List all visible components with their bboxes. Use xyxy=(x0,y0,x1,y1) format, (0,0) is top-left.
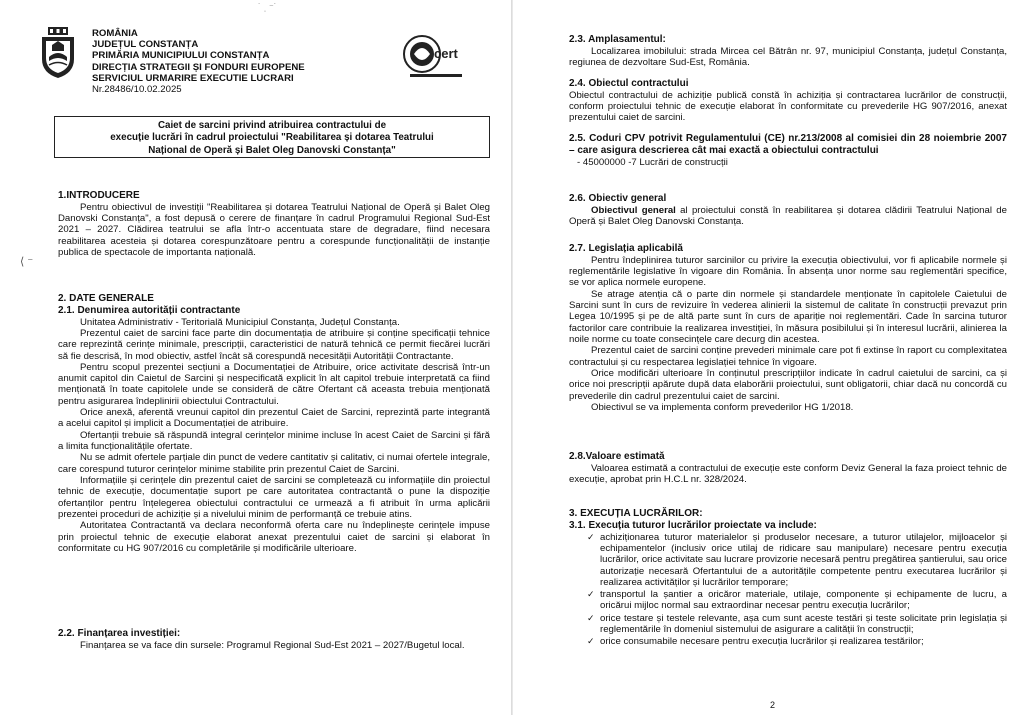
title-line: execuție lucrări în cadrul proiectului "Reabilitarea și dotarea Teatrului xyxy=(110,132,434,144)
subsection-heading: 2.2. Finanțarea investiției: xyxy=(58,628,181,639)
paragraph: Pentru obiectivul de investiții "Reabilitarea și dotarea Teatrului Național de Operă și Balet Oleg Danovski Constanța", a fost depusă o cerere de finanțare în cadrul Programului Regional Sud-Est 2021 – 2027. Clădirea teatrului se afla într-o accentuata stare de degradare, fiind necesara reabilitarea acesteia și dotarea corespunzătoare pentru a corespunde funcționalității de instanție publica de spectacole de importanta națională. xyxy=(58,201,490,259)
paragraph: Prezentul caiet de sarcini conține prevederi minimale care pot fi extinse în raport cu complexitatea contractului și cu respectarea legislației tehnice în vigoare. xyxy=(569,345,1007,368)
section-heading: 1.INTRODUCERE xyxy=(58,190,140,201)
subsection-heading: 2.1. Denumirea autorității contractante xyxy=(58,304,241,316)
paragraph: Informațiile și cerințele din prezentul caiet de sarcini se completează cu informațiile din proiectul tehnic de execuție, documentație suport pe care autoritatea contractantă o pune la dispoziție ofertanților pentru înțelegerea obiectului contractului ce urmează a fi atribuit în urma aplicării prezentei proceduri de achiziție și a nivelului minim de performanță ce trebuie atins. xyxy=(58,474,490,520)
section-introduction xyxy=(58,190,490,258)
objective-text: al proiectului constă în reabilitarea și dotarea clădirii Teatrului Național de Operă și Balet Oleg Danovski Constanța. xyxy=(569,204,1007,228)
header-line: JUDEȚUL CONSTANȚA xyxy=(92,39,199,51)
section-heading: 3. EXECUȚIA LUCRĂRILOR: xyxy=(569,508,703,519)
paragraph: Autoritatea Contractantă va declara neconformă oferta care nu îndeplinește cerințele impuse prin proiectul tehnic de execuție elaborat anexat prezentului caiet de sarcini și elaborat în conformitate cu HG 907/2016 cu completările și modificările ulterioare. xyxy=(58,520,490,554)
section-contract-object xyxy=(569,78,1007,124)
paragraph: Finanțarea se va face din sursele: Programul Regional Sud-Est 2021 – 2027/Bugetul local. xyxy=(80,639,465,651)
list-item xyxy=(587,589,1007,612)
header-line: DIRECȚIA STRATEGII ȘI FONDURI EUROPENE xyxy=(92,61,305,73)
section-works-execution xyxy=(569,508,1007,649)
check-icon: ✓ xyxy=(587,531,595,542)
paragraph: Orice modificări ulterioare în conținutul prescripțiilor indicate în cadrul caietului de sarcini, ca și orice noi prescripții apărute după data elaborării proiectului, sunt obligatorii, chiar dacă nu concordă cu prevederile din cadrul prezentului caiet de sarcini. xyxy=(569,367,1007,402)
check-icon: ✓ xyxy=(587,636,595,647)
list-item xyxy=(587,613,1007,636)
header-line: SERVICIUL URMARIRE EXECUTIE LUCRARI xyxy=(92,72,294,84)
header-line: ROMÂNIA xyxy=(92,28,138,39)
scan-scribble: ˙ ˌ ⁻˙ xyxy=(258,2,277,12)
list-item xyxy=(587,532,1007,589)
institution-header xyxy=(92,28,305,95)
right-page xyxy=(512,0,1024,715)
scan-margin-mark: ⟨ ⁻ xyxy=(20,256,34,268)
subsection-heading: 2.4. Obiectul contractului xyxy=(569,78,689,89)
subsection-heading: 2.7. Legislația aplicabilă xyxy=(569,243,683,254)
list-item-text: orice consumabile necesare pentru execuția lucrărilor și realizarea testărilor; xyxy=(600,636,924,648)
document-title-box xyxy=(54,116,490,158)
subsection-heading: 2.3. Amplasamentul: xyxy=(569,34,666,45)
paragraph: Localizarea imobilului: strada Mircea cel Bătrân nr. 97, municipiul Constanța, județul Constanța, regiunea de dezvoltare Sud-Est, România. xyxy=(569,45,1007,69)
check-icon: ✓ xyxy=(587,612,595,623)
section-estimated-value xyxy=(569,451,1007,485)
paragraph: Obiectul contractului de achiziție publică constă în achiziția și contractarea lucrărilor de construcții, conform proiectului tehnic de execuție elaborat în conformitate cu prevederile HG 907/2016, anexat prezentului caiet de sarcini. xyxy=(569,89,1007,124)
paragraph: Se atrage atenția că o parte din normele și standardele menționate în capitolele Caietului de Sarcini sunt în curs de revizuire în vederea alinierii la sistemul de calitate în construcții prevazut prin Legea 10/1995 și pe de altă parte sunt în curs de apariție noi reglementări. Cade în sarcina tuturor factorilor care contribuie la realizarea investiției, în măsura posibilului și în interesul lucrării, alinierea la noile norme cu toate consecințele care decurg din acestea. xyxy=(569,288,1007,345)
paragraph: Nu se admit ofertele parțiale din punct de vedere cantitativ și calitativ, ci numai ofertele integrale, care corespund tuturor cerințelor minime stabilite prin prezentul Caiet de Sarcini. xyxy=(58,452,490,475)
section-heading: 2. DATE GENERALE xyxy=(58,293,154,304)
section-location xyxy=(569,34,1007,68)
section-cpv-codes xyxy=(569,133,1007,168)
paragraph: Obiectivul se va implementa conform prevederilor HG 1/2018. xyxy=(591,401,854,413)
section-financing xyxy=(58,628,490,651)
paragraph: Unitatea Administrativ - Teritorială Municipiul Constanța, Județul Constanța. xyxy=(80,316,400,328)
title-line: Caiet de sarcini privind atribuirea contractului de xyxy=(157,120,387,131)
subsection-heading: 3.1. Execuția tuturor lucrărilor proiectate va include: xyxy=(569,519,817,531)
paragraph xyxy=(569,205,1007,228)
section-general-objective xyxy=(569,193,1007,227)
section-general-data xyxy=(58,293,490,554)
paragraph: Prezentul caiet de sarcini face parte din documentația de atribuire și conține specificații tehnice care reprezintă cerințe minimale, prescripții, caracteristici de natură tehnică ce permit fiecărei lucrări să fie descrisă, în mod obiectiv, astfel încât să corespundă necesității Autorității Contractante. xyxy=(58,327,490,362)
list-item-text: transportul la șantier a oricăror materiale, utilaje, componente și echipamente de lucru, a oricărui mijloc normal sau extraordinar necesar pentru execuția lucrărilor; xyxy=(600,589,1007,612)
subsection-heading: 2.5. Coduri CPV potrivit Regulamentului (CE) nr.213/2008 al comisiei din 28 noiembrie 2007 – care asigura descrierea cât mai exactă a obiectului contractului xyxy=(569,133,1007,156)
paragraph: Pentru îndeplinirea tuturor sarcinilor cu privire la execuția obiectivului, vor fi aplicabile normele și reglementările legislative în vigoare din România. În absența unor norme sau reglementări specifice, se vor aplica normele europene. xyxy=(569,254,1007,289)
coat-of-arms-icon xyxy=(40,27,76,79)
header-line: PRIMĂRIA MUNICIPIULUI CONSTANȚA xyxy=(92,50,270,62)
paragraph: Valoarea estimată a contractului de execuție este conform Deviz General la faza proiect tehnic de execuție, aprobat prin H.C.L nr. 328/2024. xyxy=(569,462,1007,486)
works-checklist xyxy=(587,532,1007,648)
registration-number: Nr.28486/10.02.2025 xyxy=(92,84,182,96)
title-line: Național de Operă și Balet Oleg Danovski Constanța" xyxy=(148,144,396,156)
paragraph: Pentru scopul prezentei secțiuni a Documentației de Atribuire, orice activitate descrisă într-un anumit capitol din Caietul de Sarcini și nespecificată explicit în alt capitol trebuie interpretată ca fiind menționată în toate capitolele unde se consideră de către Ofertant că aceasta trebuia menționată pentru asigurarea îndeplinirii obiectului Contractului. xyxy=(58,361,490,407)
list-item-text: orice testare și testele relevante, așa cum sunt aceste testări și teste solicitate prin legislația și reglementările în domeniul sistemului de asigurare a calității în construcții; xyxy=(600,612,1007,636)
section-legislation xyxy=(569,243,1007,413)
list-item xyxy=(587,636,1007,647)
subsection-heading: 2.6. Obiectiv general xyxy=(569,193,667,204)
cpv-code-item: - 45000000 -7 Lucrări de construcții xyxy=(577,156,728,168)
check-icon: ✓ xyxy=(587,589,595,600)
certification-logo xyxy=(400,30,476,80)
list-item-text: achiziționarea tuturor materialelor și produselor necesare, a tuturor utilajelor, mijloacelor și echipamentelor (inclusiv orice utilaj de ridicare sau manipulare) necesare pentru execuția lucrărilor, orice activitate sau lucrare provizorie necesară pentru pregătirea șantierului, sau orice autorizație necesară Ofertantului de a autoritățile competente pentru executarea lucrărilor și realizarea activităților și lucrărilor temporare; xyxy=(600,531,1007,588)
paragraph: Orice anexă, aferentă vreunui capitol din prezentul Caiet de Sarcini, reprezintă parte integrantă a acelui capitol și implicit a Documentației de atribuire. xyxy=(58,407,490,430)
page-number: 2 xyxy=(770,700,776,710)
objective-term: Obiectivul general xyxy=(591,204,676,216)
cert-logo-label: cert xyxy=(434,46,458,61)
subsection-heading: 2.8.Valoare estimată xyxy=(569,451,665,462)
paragraph: Ofertanții trebuie să răspundă integral cerințelor minime incluse în acest Caiet de Sarcini și fără a limita funcționalitățile ofertate. xyxy=(58,429,490,453)
